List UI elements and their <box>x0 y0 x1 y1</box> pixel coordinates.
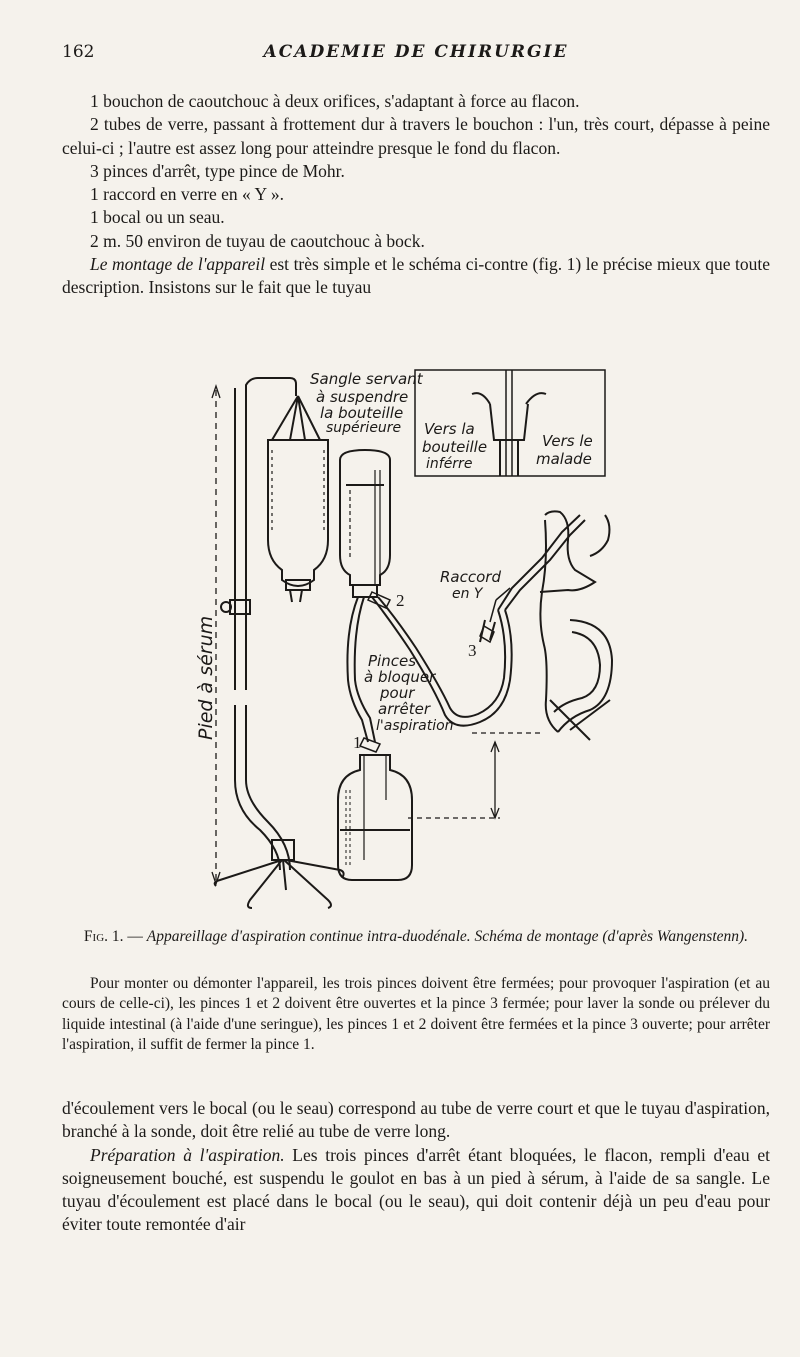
label-raccord: Raccord <box>440 568 501 586</box>
label-bouteille: bouteille <box>422 438 488 456</box>
label-en-y: en Y <box>452 586 483 602</box>
upper-bottle <box>268 396 328 602</box>
figure-caption <box>62 927 770 947</box>
middle-bottle <box>340 450 390 597</box>
label-pied-a-serum: Pied à sérum <box>195 615 217 740</box>
label-malade: malade <box>536 450 592 468</box>
label-vers-le: Vers le <box>542 432 593 450</box>
list-item: 2 tubes de verre, passant à frottement dur à travers le bouchon : l'un, très court, dépasse à peine celui-ci ; l'autre est assez long pour atteindre presque le fond du flacon. <box>62 114 770 158</box>
body-text <box>62 1097 770 1237</box>
label-pince-1: 1 <box>353 733 362 752</box>
caption-dash: — <box>123 928 147 945</box>
label-sangle-2: à suspendre <box>316 388 409 406</box>
list-item: 1 raccord en verre en « Y ». <box>90 184 285 205</box>
intro-text <box>62 90 770 300</box>
list-item: 3 pinces d'arrêt, type pince de Mohr. <box>90 160 345 181</box>
preparation-body: Les trois pinces d'arrêt étant bloquées, le flacon, rempli d'eau et soigneusement bouché, est suspendu le goulot en bas à un pied à sérum, à l'aide de sa sangle. Le tuyau d'écoulement est placé dans le bocal (ou le seau), qui doit contenir déjà un peu d'eau pour éviter toute remontée d'air <box>62 1144 770 1235</box>
figure-label: Fig. 1. <box>83 928 124 945</box>
caption-text: Appareillage d'aspiration continue intra-duodénale. Schéma de montage (d'après Wangenstenn). <box>146 928 749 945</box>
label-pinces-2: à bloquer <box>364 668 436 686</box>
running-title: ACADEMIE DE CHIRURGIE <box>263 42 569 62</box>
label-pinces-4: arrêter <box>378 700 431 718</box>
list-item: 1 bocal ou un seau. <box>90 207 225 228</box>
label-pince-2: 2 <box>396 591 405 610</box>
label-pinces-3: pour <box>380 684 415 702</box>
label-pinces-1: Pinces <box>368 652 417 670</box>
continuation-paragraph: d'écoulement vers le bocal (ou le seau) correspond au tube de verre court et que le tuyau d'aspiration, branché à la sonde, doit être relié au tube de verre long. <box>62 1098 770 1142</box>
label-sangle-1: Sangle servant <box>310 370 423 388</box>
pince-2 <box>368 592 390 608</box>
lower-bottle <box>338 755 412 880</box>
label-sangle-4: supérieure <box>326 420 402 436</box>
pince-1 <box>360 738 380 752</box>
label-vers-la: Vers la <box>424 420 475 438</box>
preparation-paragraph <box>62 1144 770 1237</box>
label-pinces-5: l'aspiration <box>376 718 454 734</box>
label-pince-3: 3 <box>468 641 477 660</box>
list-item: 2 m. 50 environ de tuyau de caoutchouc à bock. <box>90 230 425 251</box>
figure-diagram <box>150 360 630 920</box>
label-inferre: inférre <box>426 456 473 472</box>
figure-legend: Pour monter ou démonter l'appareil, les trois pinces doivent être fermées; pour provoquer l'aspiration (et au cours de celle-ci), les pinces 1 et 2 doivent être ouvertes et la pince 3 fermée; pour laver la sonde ou prélever du liquide intestinal (à l'aide d'une seringue), les pinces 1 et 2 doivent être fermées et la pince 3 ouverte; pour arrêter l'aspiration, il suffit de fermer la pince 1. <box>62 975 770 1053</box>
list-item: 1 bouchon de caoutchouc à deux orifices, s'adaptant à force au flacon. <box>90 91 580 111</box>
montage-paragraph <box>62 253 770 300</box>
label-sangle-3: la bouteille <box>320 404 404 422</box>
height-difference-arrow <box>408 733 542 818</box>
montage-heading: Le montage de l'appareil <box>90 254 266 275</box>
figure-labels <box>195 370 593 752</box>
page-number: 162 <box>62 42 95 62</box>
montage-body: est très simple et le schéma ci-contre (fig. 1) le précise mieux que toute description. Insistons sur le fait que le tuyau <box>62 254 770 298</box>
preparation-heading: Préparation à l'aspiration. <box>90 1144 285 1165</box>
page-header <box>62 42 770 68</box>
